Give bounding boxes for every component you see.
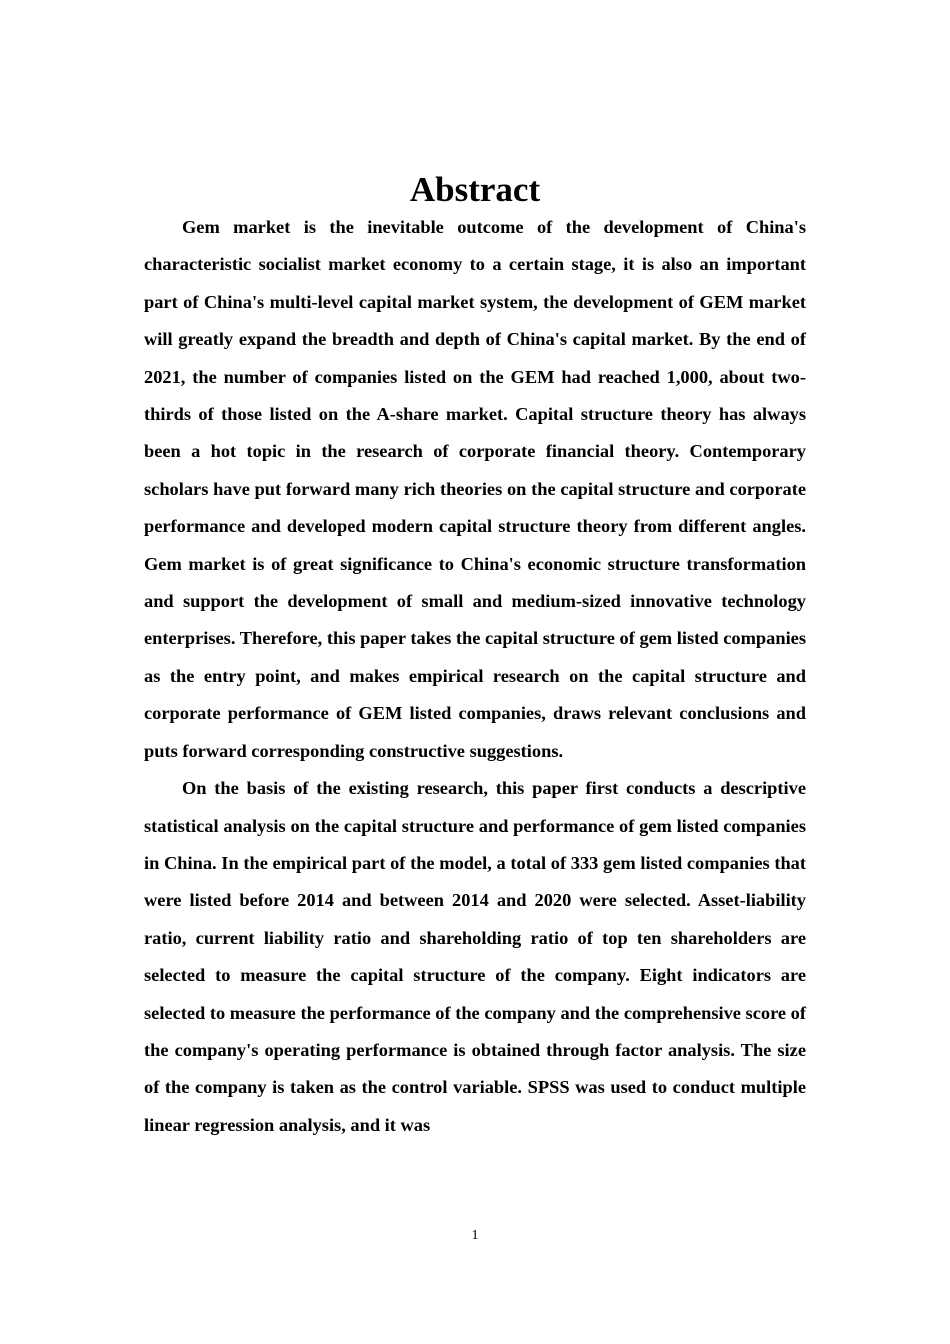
abstract-title: Abstract: [409, 170, 541, 209]
abstract-body: [144, 209, 806, 1144]
abstract-paragraph-1: Gem market is the inevitable outcome of the development of China's characteristic socialist market economy to a certain stage, it is also an important part of China's multi-level capital market system, the development of GEM market will greatly expand the breadth and depth of China's capital market. By the end of 2021, the number of companies listed on the GEM had reached 1,000, about two-thirds of those listed on the A-share market. Capital structure theory has always been a hot topic in the research of corporate financial theory. Contemporary scholars have put forward many rich theories on the capital structure and corporate performance and developed modern capital structure theory from different angles. Gem market is of great significance to China's economic structure transformation and support the development of small and medium-sized innovative technology enterprises. Therefore, this paper takes the capital structure of gem listed companies as the entry point, and makes empirical research on the capital structure and corporate performance of GEM listed companies, draws relevant conclusions and puts forward corresponding constructive suggestions.: [144, 217, 806, 761]
abstract-paragraph-2: On the basis of the existing research, this paper first conducts a descriptive statistical analysis on the capital structure and performance of gem listed companies in China. In the empirical part of the model, a total of 333 gem listed companies that were listed before 2014 and between 2014 and 2020 were selected. Asset-liability ratio, current liability ratio and shareholding ratio of top ten shareholders are selected to measure the capital structure of the company. Eight indicators are selected to measure the performance of the company and the comprehensive score of the company's operating performance is obtained through factor analysis. The size of the company is taken as the control variable. SPSS was used to conduct multiple linear regression analysis, and it was: [144, 778, 806, 1135]
page-number: 1: [471, 1228, 479, 1243]
